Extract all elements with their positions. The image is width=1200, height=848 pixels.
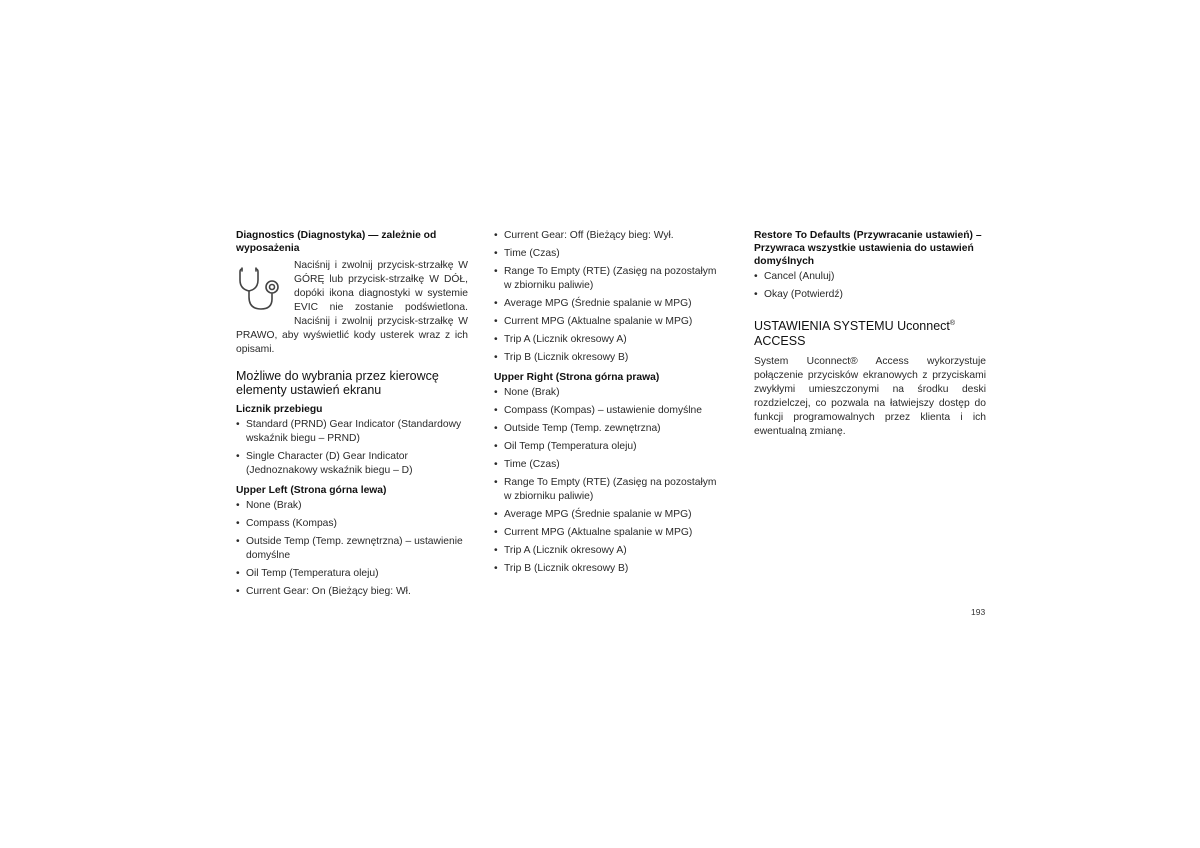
list-item: • Single Character (D) Gear Indicator (Jednoznakowy wskaźnik biegu – D) — [236, 450, 468, 478]
column-middle — [494, 229, 726, 580]
diagnostics-block — [236, 259, 468, 357]
page-number: 193 — [971, 607, 986, 617]
column-left — [236, 229, 468, 603]
list-item: • None (Brak) — [494, 386, 726, 400]
registered-mark: ® — [949, 320, 956, 327]
list-item: • Okay (Potwierdź) — [754, 288, 986, 302]
list-item: • Compass (Kompas) – ustawienie domyślne — [494, 404, 726, 418]
section-heading: Możliwe do wybrania przez kierowcę elementy ustawień ekranu — [236, 369, 439, 397]
restore-defaults-list — [754, 270, 986, 302]
list-item: • Oil Temp (Temperatura oleju) — [494, 440, 726, 454]
list-item: • Current MPG (Aktualne spalanie w MPG) — [494, 315, 726, 329]
diagnostics-text: Naciśnij i zwolnij przycisk-strzałkę W GÓRĘ lub przycisk-strzałkę W DÓŁ, dopóki ikona diagnostyki w systemie EVIC nie zostanie podświetlona. Naciśnij i zwolnij przycisk-strzałkę W PRAWO, aby wyświetlić kody usterek wraz z ich opisami. — [236, 260, 468, 355]
list-item: • Standard (PRND) Gear Indicator (Standardowy wskaźnik biegu – PRND) — [236, 418, 468, 446]
list-item: • Trip A (Licznik okresowy A) — [494, 544, 726, 558]
list-item: • Time (Czas) — [494, 458, 726, 472]
restore-defaults-heading: Restore To Defaults (Przywracanie ustawień) – Przywraca wszystkie ustawienia do ustawień domyślnych — [754, 230, 982, 267]
uconnect-heading — [754, 316, 986, 349]
upper-right-heading: Upper Right (Strona górna prawa) — [494, 372, 660, 383]
uconnect-heading-line2: ACCESS — [754, 334, 806, 348]
list-item: • None (Brak) — [236, 499, 468, 513]
stethoscope-icon — [236, 263, 288, 315]
list-item: • Current Gear: Off (Bieżący bieg: Wył. — [494, 229, 726, 243]
list-item: • Trip B (Licznik okresowy B) — [494, 351, 726, 365]
upper-left-list — [236, 499, 468, 599]
upper-left-heading: Upper Left (Strona górna lewa) — [236, 485, 387, 496]
list-item: • Cancel (Anuluj) — [754, 270, 986, 284]
list-item: • Average MPG (Średnie spalanie w MPG) — [494, 297, 726, 311]
list-item: • Outside Temp (Temp. zewnętrzna) – ustawienie domyślne — [236, 535, 468, 563]
odometer-heading: Licznik przebiegu — [236, 404, 323, 415]
list-item: • Range To Empty (RTE) (Zasięg na pozostałym w zbiorniku paliwie) — [494, 476, 726, 504]
list-item: • Average MPG (Średnie spalanie w MPG) — [494, 508, 726, 522]
column-right — [754, 229, 986, 439]
upper-right-list — [494, 386, 726, 576]
list-item: • Range To Empty (RTE) (Zasięg na pozostałym w zbiorniku paliwie) — [494, 265, 726, 293]
list-item: • Trip A (Licznik okresowy A) — [494, 333, 726, 347]
odometer-list — [236, 418, 468, 478]
list-item: • Outside Temp (Temp. zewnętrzna) — [494, 422, 726, 436]
uconnect-text: System Uconnect® Access wykorzystuje połączenie przycisków ekranowych z przyciskami zwykłymi umieszczonymi na środku deski rozdzielczej, co pozwala na łatwiejszy dostęp do funkcji programowalnych przez klienta i ich ewentualną zmianę. — [754, 356, 986, 437]
uconnect-heading-text: USTAWIENIA SYSTEMU Uconnect — [754, 319, 950, 333]
upper-left-list-continued — [494, 229, 726, 365]
diagnostics-heading: Diagnostics (Diagnostyka) — zależnie od wyposażenia — [236, 230, 437, 254]
list-item: • Current MPG (Aktualne spalanie w MPG) — [494, 526, 726, 540]
list-item: • Oil Temp (Temperatura oleju) — [236, 567, 468, 581]
list-item: • Compass (Kompas) — [236, 517, 468, 531]
list-item: • Current Gear: On (Bieżący bieg: Wł. — [236, 585, 468, 599]
list-item: • Trip B (Licznik okresowy B) — [494, 562, 726, 576]
list-item: • Time (Czas) — [494, 247, 726, 261]
